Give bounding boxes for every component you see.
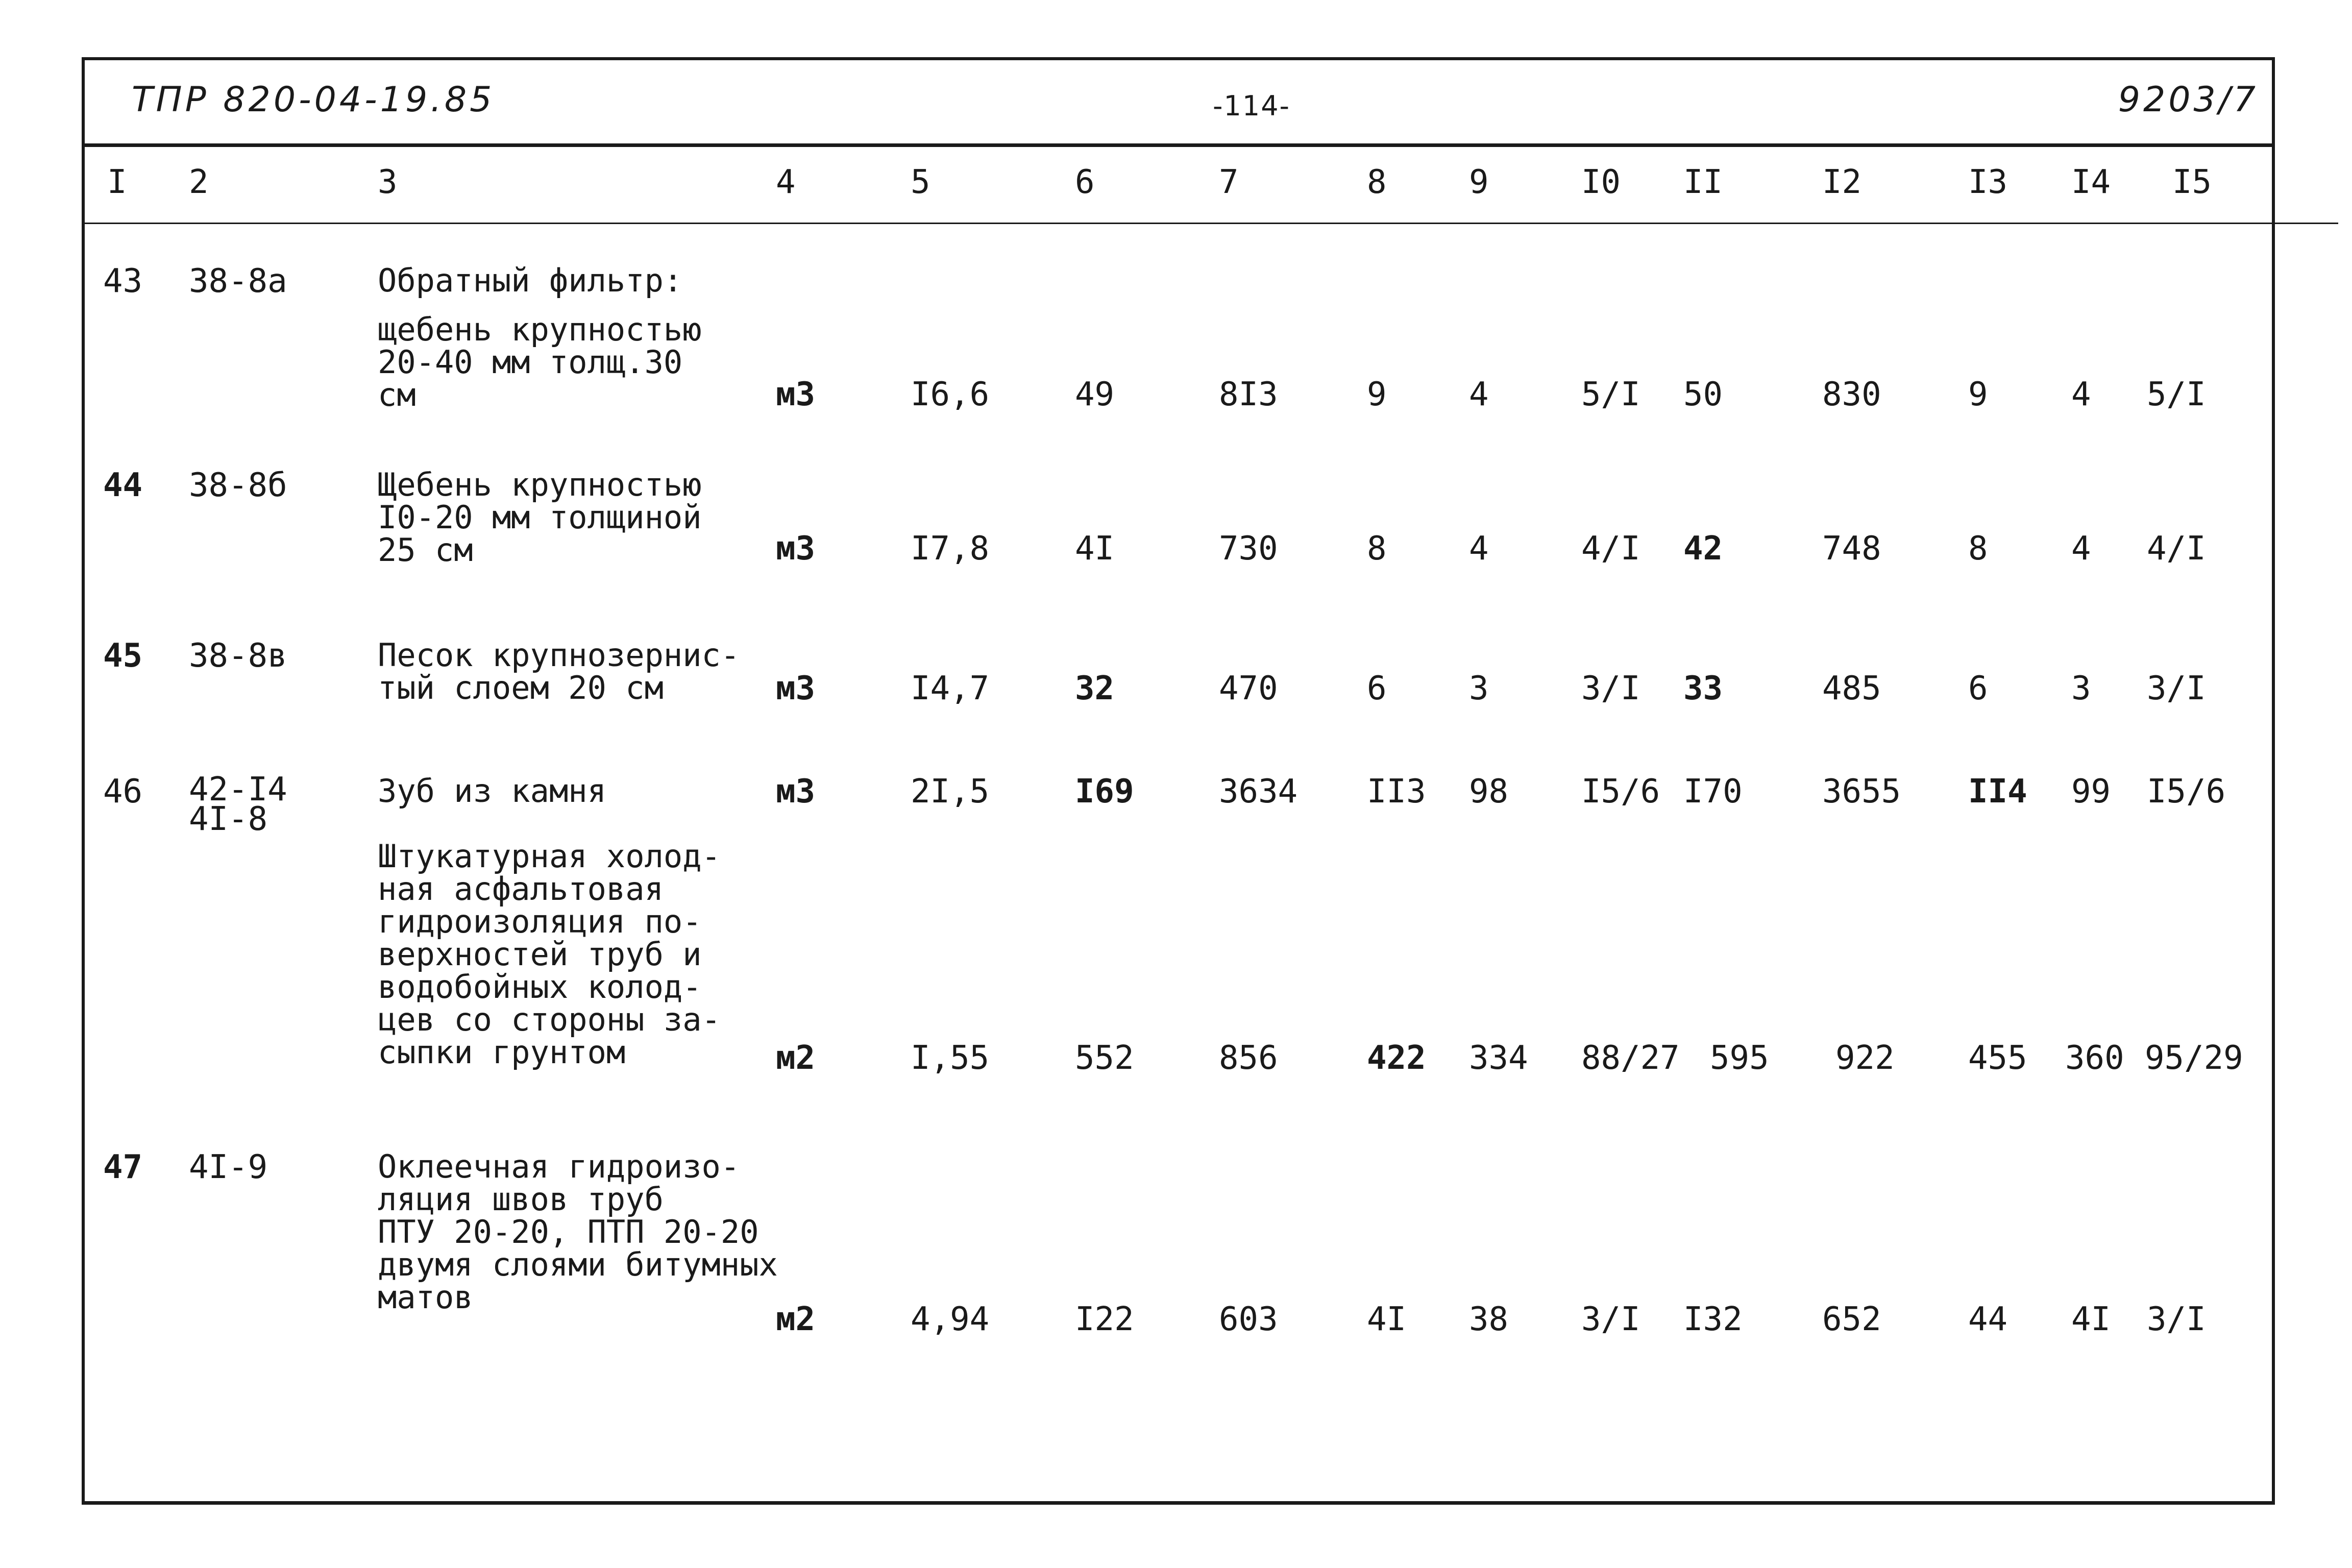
value-col-6: 4I — [1075, 530, 1115, 568]
value-col-5: I4,7 — [911, 670, 990, 707]
column-number: 5 — [911, 163, 930, 201]
unit: м3 — [776, 670, 816, 707]
value-col-12: 922 — [1835, 1039, 1895, 1077]
value-col-14: 4 — [2071, 530, 2091, 568]
value-col-6: 32 — [1075, 670, 1115, 707]
norm-reference: 38-8в — [189, 637, 287, 675]
unit: м3 — [776, 773, 816, 811]
column-number: 4 — [776, 163, 796, 201]
group-title: Обратный фильтр: — [378, 262, 683, 299]
unit: м3 — [776, 376, 816, 413]
value-col-12: 652 — [1822, 1301, 1881, 1338]
column-number: I2 — [1822, 163, 1862, 201]
value-col-6: 552 — [1075, 1039, 1134, 1077]
value-col-5: I,55 — [911, 1039, 990, 1077]
value-col-15: 3/I — [2147, 1301, 2206, 1338]
value-col-13: 9 — [1968, 376, 1988, 413]
value-col-8: 6 — [1367, 670, 1387, 707]
value-col-12: 830 — [1822, 376, 1881, 413]
value-col-12: 748 — [1822, 530, 1881, 568]
value-col-7: 3634 — [1219, 773, 1298, 811]
value-col-15: 3/I — [2147, 670, 2206, 707]
value-col-8: 8 — [1367, 530, 1387, 568]
column-number: 9 — [1469, 163, 1489, 201]
document-code: ТПР 820-04-19.85 — [132, 80, 495, 120]
value-col-13: 6 — [1968, 670, 1988, 707]
value-col-8: 4I — [1367, 1301, 1407, 1338]
work-description: Щебень крупностью I0-20 мм толщиной 25 см — [378, 466, 702, 569]
value-col-10: I5/6 — [1581, 773, 1660, 811]
value-col-6: I69 — [1075, 773, 1134, 811]
value-col-10: 4/I — [1581, 530, 1640, 568]
value-col-9: 98 — [1469, 773, 1509, 811]
row-number: 44 — [103, 467, 143, 504]
unit: м2 — [776, 1301, 816, 1338]
value-col-8: 422 — [1367, 1039, 1426, 1077]
value-col-14: 99 — [2071, 773, 2111, 811]
value-col-15: 5/I — [2147, 376, 2206, 413]
value-col-14: 4I — [2071, 1301, 2111, 1338]
value-col-11: 33 — [1683, 670, 1723, 707]
value-col-10: 3/I — [1581, 1301, 1640, 1338]
column-number: I5 — [2172, 163, 2212, 201]
value-col-12: 3655 — [1822, 773, 1901, 811]
value-col-6: I22 — [1075, 1301, 1134, 1338]
header-divider — [85, 143, 2272, 147]
work-description: Оклеечная гидроизо- ляция швов труб ПТУ 20-20, ПТП 20-20 двумя слоями битумных матов — [378, 1148, 778, 1316]
value-col-11: 42 — [1683, 530, 1723, 568]
norm-reference: 38-8б — [189, 467, 287, 504]
value-col-7: 730 — [1219, 530, 1278, 568]
value-col-6: 49 — [1075, 376, 1115, 413]
page-number: -114- — [1213, 90, 1291, 122]
value-col-9: 3 — [1469, 670, 1489, 707]
row-number: 47 — [103, 1148, 143, 1186]
value-col-11: I70 — [1683, 773, 1743, 811]
value-col-7: 470 — [1219, 670, 1278, 707]
value-col-5: 4,94 — [911, 1301, 990, 1338]
unit: м2 — [776, 1039, 816, 1077]
column-number: 6 — [1075, 163, 1095, 201]
value-col-13: 455 — [1968, 1039, 2027, 1077]
value-col-15: 95/29 — [2145, 1039, 2243, 1077]
value-col-10: 88/27 — [1581, 1039, 1680, 1077]
value-col-7: 8I3 — [1219, 376, 1278, 413]
column-number: 3 — [378, 163, 398, 201]
value-col-14: 360 — [2065, 1039, 2124, 1077]
value-col-10: 3/I — [1581, 670, 1640, 707]
value-col-9: 38 — [1469, 1301, 1509, 1338]
document-sheet — [82, 57, 2275, 1505]
value-col-7: 603 — [1219, 1301, 1278, 1338]
column-number: 7 — [1219, 163, 1239, 201]
value-col-11: I32 — [1683, 1301, 1743, 1338]
column-number: I4 — [2071, 163, 2111, 201]
column-number: I3 — [1968, 163, 2008, 201]
sheet-code: 9203/7 — [2118, 80, 2259, 120]
value-col-8: 9 — [1367, 376, 1387, 413]
value-col-9: 4 — [1469, 376, 1489, 413]
work-description: Зуб из камня — [378, 772, 606, 810]
value-col-15: 4/I — [2147, 530, 2206, 568]
value-col-13: 8 — [1968, 530, 1988, 568]
value-col-12: 485 — [1822, 670, 1881, 707]
norm-reference: 38-8а — [189, 262, 287, 300]
column-number: I0 — [1581, 163, 1621, 201]
row-number: 46 — [103, 773, 143, 811]
work-description: щебень крупностью 20-40 мм толщ.30 см — [378, 311, 702, 413]
value-col-5: I6,6 — [911, 376, 990, 413]
value-col-8: II3 — [1367, 773, 1426, 811]
value-col-5: 2I,5 — [911, 773, 990, 811]
value-col-11: 50 — [1683, 376, 1723, 413]
column-number: 8 — [1367, 163, 1387, 201]
column-numbers-divider — [85, 223, 2338, 224]
value-col-13: II4 — [1968, 773, 2027, 811]
unit: м3 — [776, 530, 816, 568]
value-col-14: 3 — [2071, 670, 2091, 707]
column-number: 2 — [189, 163, 209, 201]
norm-reference: 4I-9 — [189, 1148, 268, 1186]
value-col-9: 4 — [1469, 530, 1489, 568]
row-number: 43 — [103, 262, 143, 300]
work-description: Песок крупнозернис- тый слоем 20 см — [378, 636, 740, 706]
value-col-5: I7,8 — [911, 530, 990, 568]
value-col-13: 44 — [1968, 1301, 2008, 1338]
value-col-9: 334 — [1469, 1039, 1528, 1077]
value-col-15: I5/6 — [2147, 773, 2226, 811]
row-number: 45 — [103, 637, 143, 675]
value-col-11: 595 — [1710, 1039, 1769, 1077]
value-col-10: 5/I — [1581, 376, 1640, 413]
column-number: II — [1683, 163, 1723, 201]
norm-reference: 42-I4 4I-8 — [189, 771, 287, 838]
work-description: Штукатурная холод- ная асфальтовая гидроизоляция по- верхностей труб и водобойных колод- цев со стороны за- сыпки грунтом — [378, 838, 721, 1071]
value-col-7: 856 — [1219, 1039, 1278, 1077]
column-number: I — [107, 163, 127, 201]
value-col-14: 4 — [2071, 376, 2091, 413]
